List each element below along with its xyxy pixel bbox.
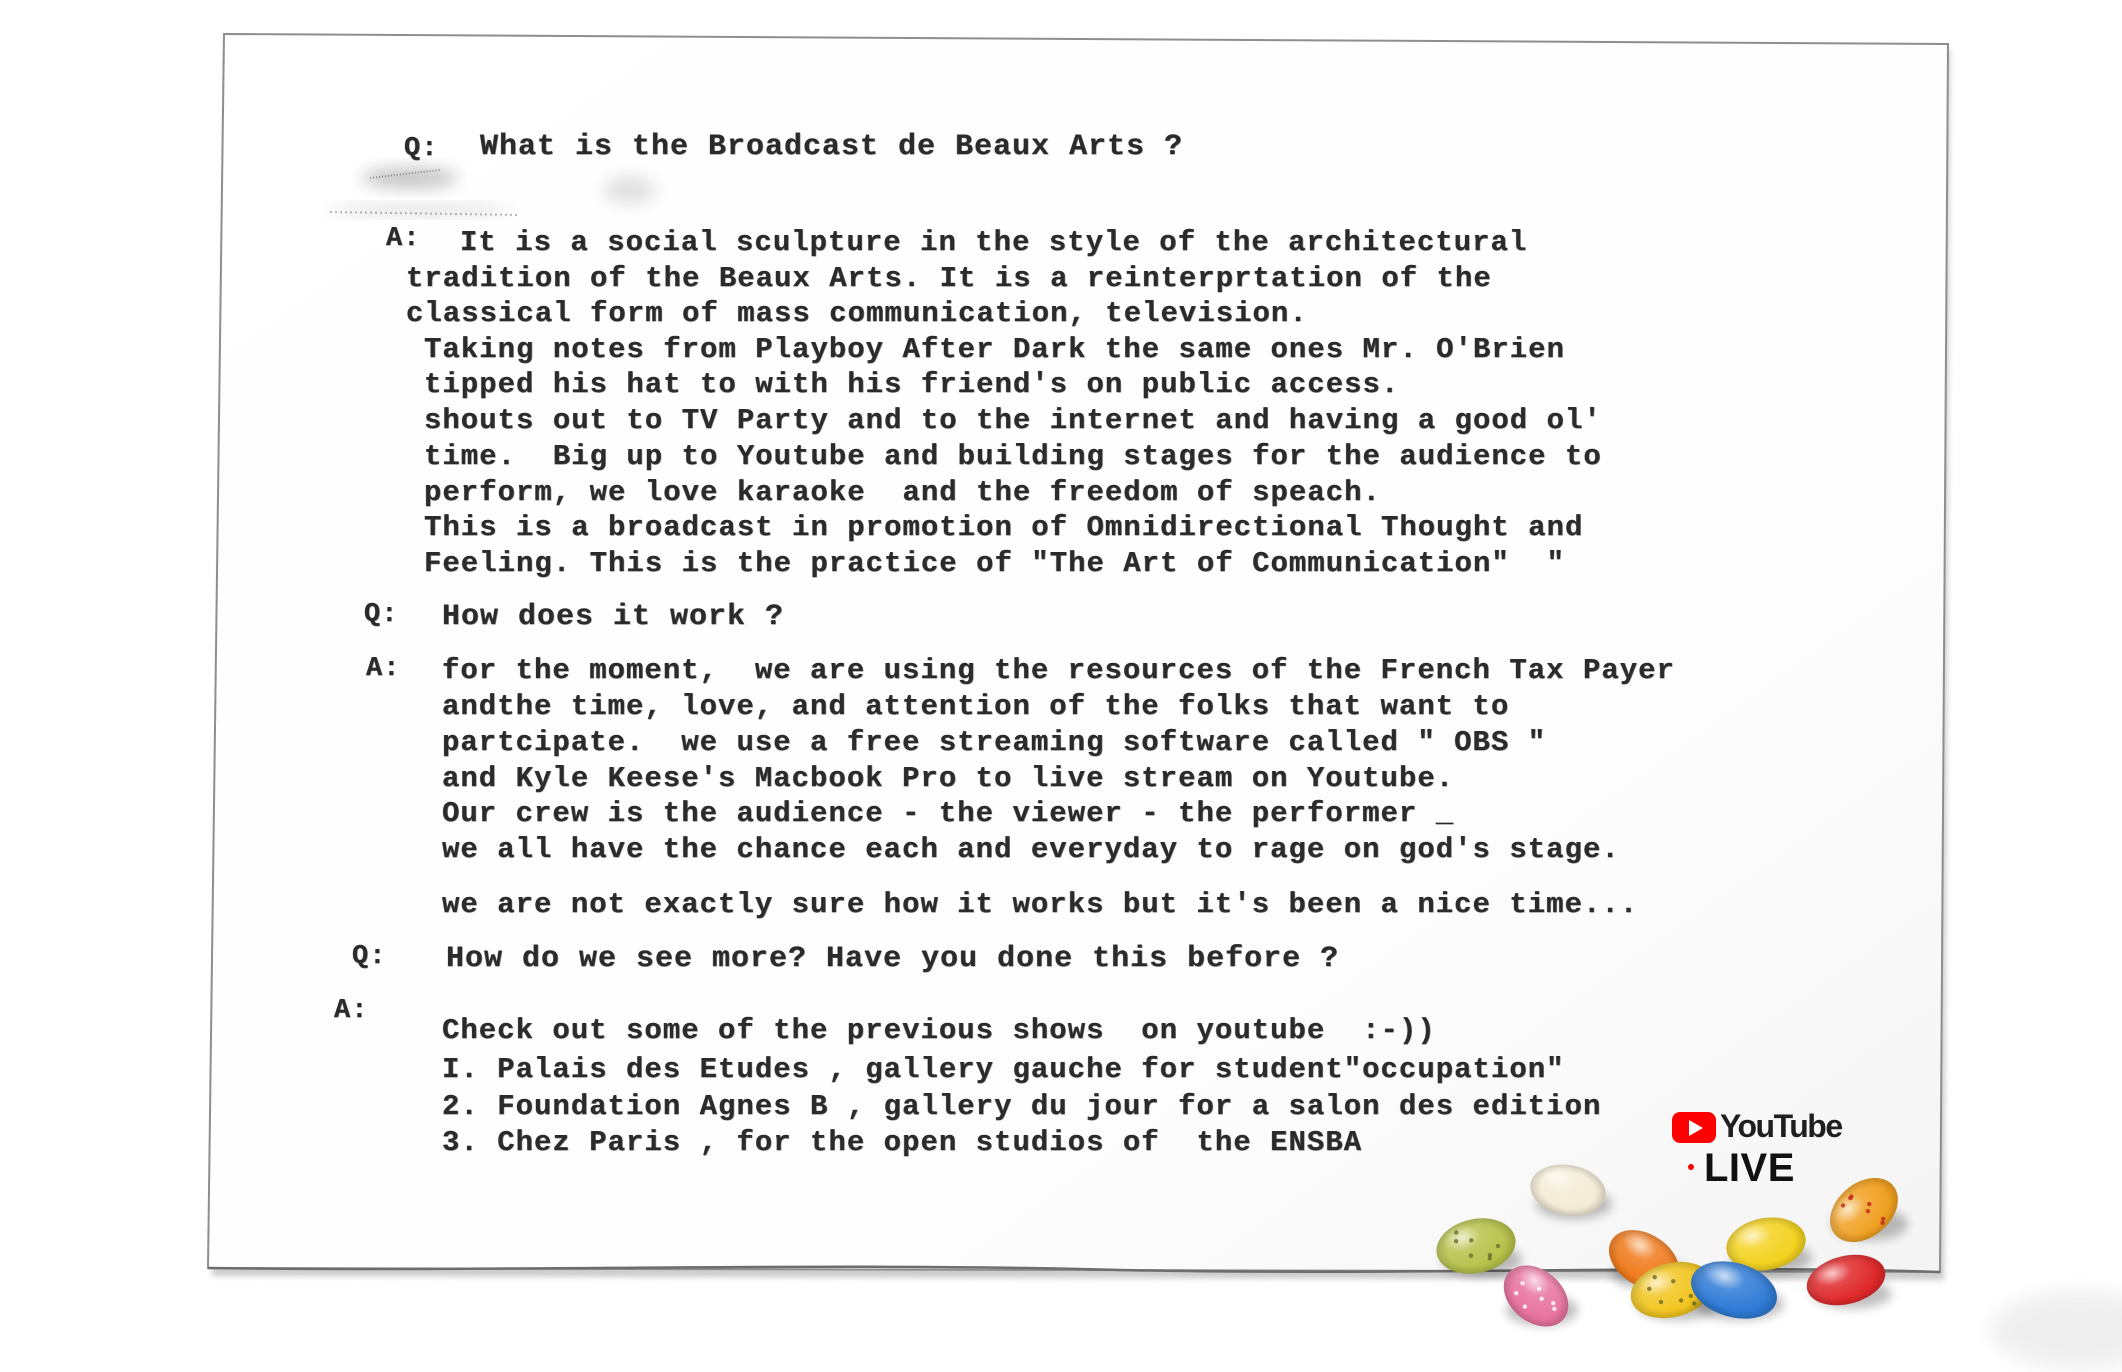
jelly-bean [1801, 1247, 1892, 1313]
question-1-label: Q: [404, 134, 439, 164]
question-2-text: How does it work ? [442, 600, 785, 634]
jelly-bean [1818, 1165, 1911, 1255]
answer-2-line: we are not exactly sure how it works but it's been a nice time... [442, 888, 1639, 921]
answer-3-line: 3. Chez Paris , for the open studios of the ENSBA [442, 1126, 1363, 1159]
answer-2-label: A: [366, 654, 401, 684]
answer-1-line: tradition of the Beaux Arts. It is a reinterprtation of the [406, 262, 1492, 295]
answer-3-label: A: [334, 996, 369, 1026]
answer-1-line: Feeling. This is the practice of "The Art of Communication" " [424, 547, 1565, 580]
answer-1-label: A: [386, 224, 421, 254]
answer-1-line: classical form of mass communication, television. [406, 297, 1308, 330]
answer-3-line: I. Palais des Etudes , gallery gauche for student"occupation" [442, 1053, 1565, 1086]
answer-2-line: we all have the chance each and everyday to rage on god's stage. [442, 833, 1620, 866]
youtube-wordmark: YouTube [1720, 1108, 1842, 1144]
live-label: LIVE [1704, 1146, 1795, 1190]
answer-2-line: Our crew is the audience - the viewer - the performer _ [442, 797, 1455, 830]
answer-2-line: partcipate. we use a free streaming software called " OBS " [442, 726, 1547, 759]
answer-1-line: tipped his hat to with his friend's on public access. [424, 368, 1400, 401]
question-1-text: What is the Broadcast de Beaux Arts ? [480, 130, 1184, 164]
question-2-label: Q: [364, 600, 399, 630]
jelly-bean [1431, 1211, 1522, 1280]
answer-1-line: perform, we love karaoke and the freedom of speach. [424, 476, 1381, 509]
jelly-bean [1526, 1159, 1612, 1221]
answer-3-line: Check out some of the previous shows on youtube :-)) [442, 1014, 1436, 1047]
question-3-text: How do we see more? Have you done this before ? [446, 942, 1340, 976]
answer-1-line: Taking notes from Playboy After Dark the same ones Mr. O'Brien [424, 333, 1565, 366]
answer-2-line: and Kyle Keese's Macbook Pro to live stream on Youtube. [442, 762, 1455, 795]
answer-1-line: shouts out to TV Party and to the internet and having a good ol' [424, 404, 1602, 437]
answer-2-line: andthe time, love, and attention of the folks that want to [442, 690, 1510, 723]
answer-1-line: It is a social sculpture in the style of the architectural [460, 226, 1528, 259]
answer-2-line: for the moment, we are using the resources of the French Tax Payer [442, 654, 1675, 687]
question-3-label: Q: [352, 942, 387, 972]
answer-1-line: This is a broadcast in promotion of Omnidirectional Thought and [424, 511, 1584, 544]
answer-1-line: time. Big up to Youtube and building stages for the audience to [424, 440, 1602, 473]
answer-3-line: 2. Foundation Agnes B , gallery du jour for a salon des edition [442, 1090, 1602, 1123]
